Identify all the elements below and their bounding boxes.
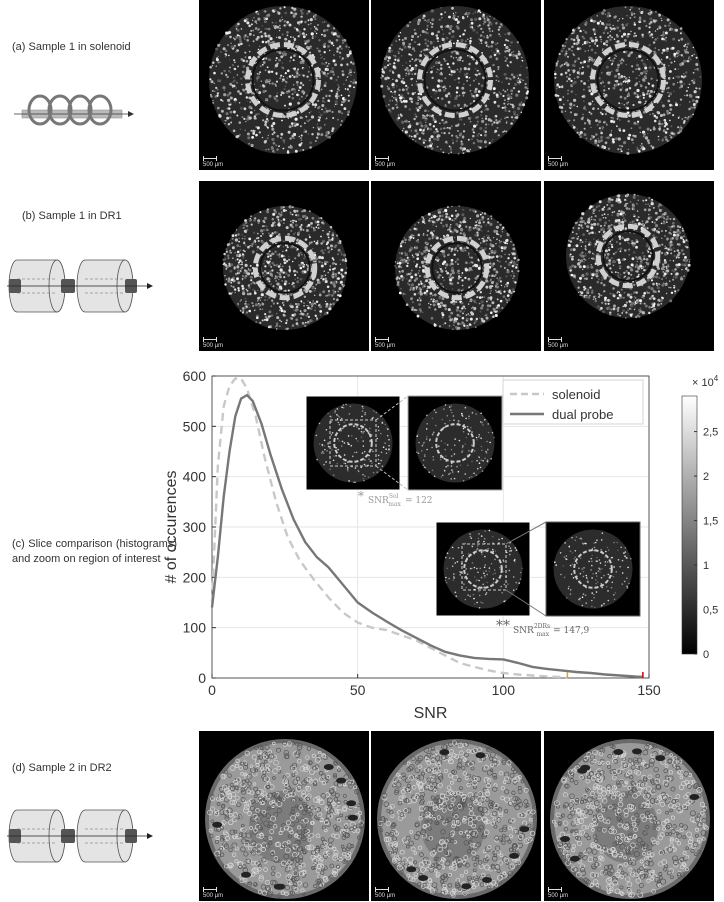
mri-slice-image bbox=[544, 181, 714, 351]
scale-bar bbox=[548, 339, 562, 340]
y-tick-label: 200 bbox=[182, 569, 206, 586]
y-tick-label: 500 bbox=[182, 418, 206, 435]
mri-slice-image bbox=[544, 731, 714, 901]
mri-slice-image bbox=[544, 0, 714, 170]
legend-label: dual probe bbox=[552, 407, 614, 422]
annotation-sol-max bbox=[358, 489, 433, 508]
row-c-label: (c) Slice comparison (histograms) and zoom on region of interest bbox=[12, 538, 177, 565]
scale-bar bbox=[203, 339, 217, 340]
scale-bar bbox=[375, 889, 389, 890]
row-b-label: (b) Sample 1 in DR1 bbox=[22, 210, 122, 222]
scale-label: 500 µm bbox=[203, 343, 224, 349]
inset-solenoid-zoom bbox=[408, 396, 502, 490]
inset-dual-zoom bbox=[546, 522, 640, 616]
x-tick-label: 150 bbox=[637, 682, 661, 698]
colorbar-tick-label: 2 bbox=[703, 471, 710, 484]
colorbar-tick-label: 0 bbox=[703, 649, 710, 661]
mri-slice-image bbox=[199, 0, 369, 170]
x-tick-label: 50 bbox=[349, 682, 366, 698]
y-tick-label: 600 bbox=[182, 368, 206, 384]
dual-resonator-icon-b bbox=[5, 250, 155, 320]
scale-bar bbox=[548, 158, 562, 159]
colorbar-multiplier: × $10^4$ bbox=[692, 374, 719, 389]
scale-bar bbox=[203, 158, 217, 159]
scale-bar bbox=[548, 889, 562, 890]
x-tick-label: 100 bbox=[491, 682, 516, 698]
scale-label: 500 µm bbox=[203, 162, 224, 168]
colorbar-tick-label: 0,5 bbox=[703, 604, 719, 617]
scale-label: 500 µm bbox=[548, 343, 569, 349]
row-d-label: (d) Sample 2 in DR2 bbox=[12, 762, 112, 774]
inset-solenoid-slice bbox=[306, 396, 400, 490]
scale-label: 500 µm bbox=[375, 343, 396, 349]
scale-label: 500 µm bbox=[203, 893, 224, 899]
mri-slice-image bbox=[199, 181, 369, 351]
y-axis-label: # of occurences bbox=[163, 470, 180, 584]
mri-slice-image bbox=[371, 181, 541, 351]
y-tick-label: 100 bbox=[182, 619, 206, 636]
y-tick-label: 300 bbox=[182, 519, 206, 535]
row-a-label: (a) Sample 1 in solenoid bbox=[12, 41, 131, 53]
annotation-star: ** bbox=[496, 618, 510, 634]
scale-label: 500 µm bbox=[548, 162, 569, 168]
mri-slice-image bbox=[199, 731, 369, 901]
scale-bar bbox=[203, 889, 217, 890]
colorbar-tick-label: 1 bbox=[703, 560, 710, 573]
y-tick-label: 0 bbox=[198, 670, 206, 686]
y-tick-label: 400 bbox=[182, 468, 206, 485]
dual-resonator-icon-d bbox=[5, 800, 155, 870]
scale-bar bbox=[375, 158, 389, 159]
x-tick-label: 0 bbox=[208, 682, 216, 698]
annotation-star: * bbox=[358, 489, 364, 503]
scale-label: 500 µm bbox=[548, 893, 569, 899]
inset-dual-slice bbox=[436, 522, 530, 616]
legend-label: solenoid bbox=[552, 387, 601, 402]
scale-label: 500 µm bbox=[375, 162, 396, 168]
scale-label: 500 µm bbox=[375, 893, 396, 899]
chart-legend bbox=[503, 380, 643, 424]
colorbar bbox=[682, 396, 697, 654]
annotation-text: $SNR^{Sol}$ max = 122 bbox=[368, 493, 433, 508]
colorbar-tick-label: 1,5 bbox=[703, 515, 719, 528]
colorbar-tick-label: 2,5 bbox=[703, 426, 719, 439]
solenoid-coil-icon bbox=[10, 88, 135, 138]
mri-slice-image bbox=[371, 0, 541, 170]
annotation-text: $SNR^{2DRs}$ max = 147,9 bbox=[513, 623, 590, 638]
mri-slice-image bbox=[371, 731, 541, 901]
snr-histogram-chart bbox=[160, 364, 720, 722]
x-axis-label: SNR bbox=[413, 705, 448, 722]
scale-bar bbox=[375, 339, 389, 340]
